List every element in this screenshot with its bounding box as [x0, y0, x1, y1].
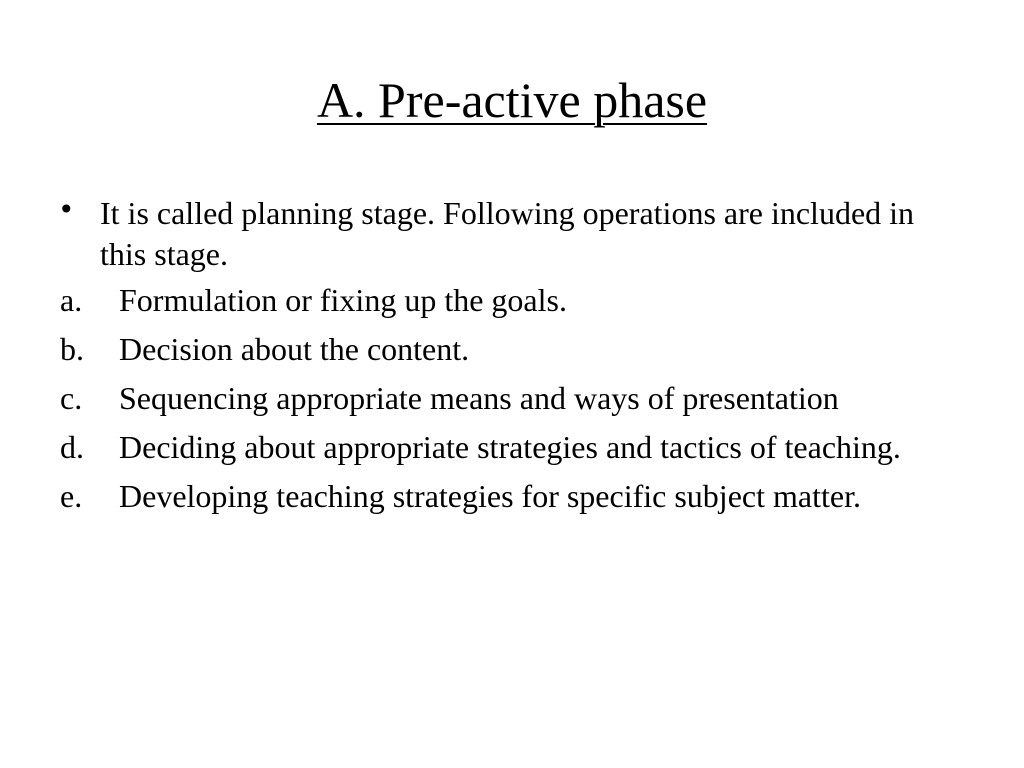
list-item-text: Deciding about appropriate strategies and tactics of teaching.: [119, 429, 901, 465]
list-item: [60, 329, 960, 370]
list-marker: b.: [60, 331, 84, 367]
list-item-text: Sequencing appropriate means and ways of presentation: [119, 380, 839, 416]
list-item: [60, 378, 960, 419]
bullet-text: It is called planning stage. Following operations are included in this stage.: [100, 195, 915, 272]
list-marker: a.: [60, 282, 83, 318]
list-item: [60, 280, 960, 321]
list-marker: e.: [60, 478, 83, 514]
list-marker: c.: [60, 380, 83, 416]
list-item: [60, 476, 960, 517]
list-marker: d.: [60, 429, 84, 465]
bullet-item: [58, 193, 958, 275]
operations-list: [60, 280, 960, 525]
slide-title-text: A. Pre-active phase: [316, 72, 708, 128]
slide-title: [0, 70, 1024, 130]
list-item-text: Formulation or fixing up the goals.: [119, 282, 567, 318]
list-item: [60, 427, 960, 468]
list-item-text: Decision about the content.: [119, 331, 470, 367]
list-item-text: Developing teaching strategies for specific subject matter.: [119, 478, 861, 514]
bullet-dot-icon: •: [58, 193, 75, 226]
